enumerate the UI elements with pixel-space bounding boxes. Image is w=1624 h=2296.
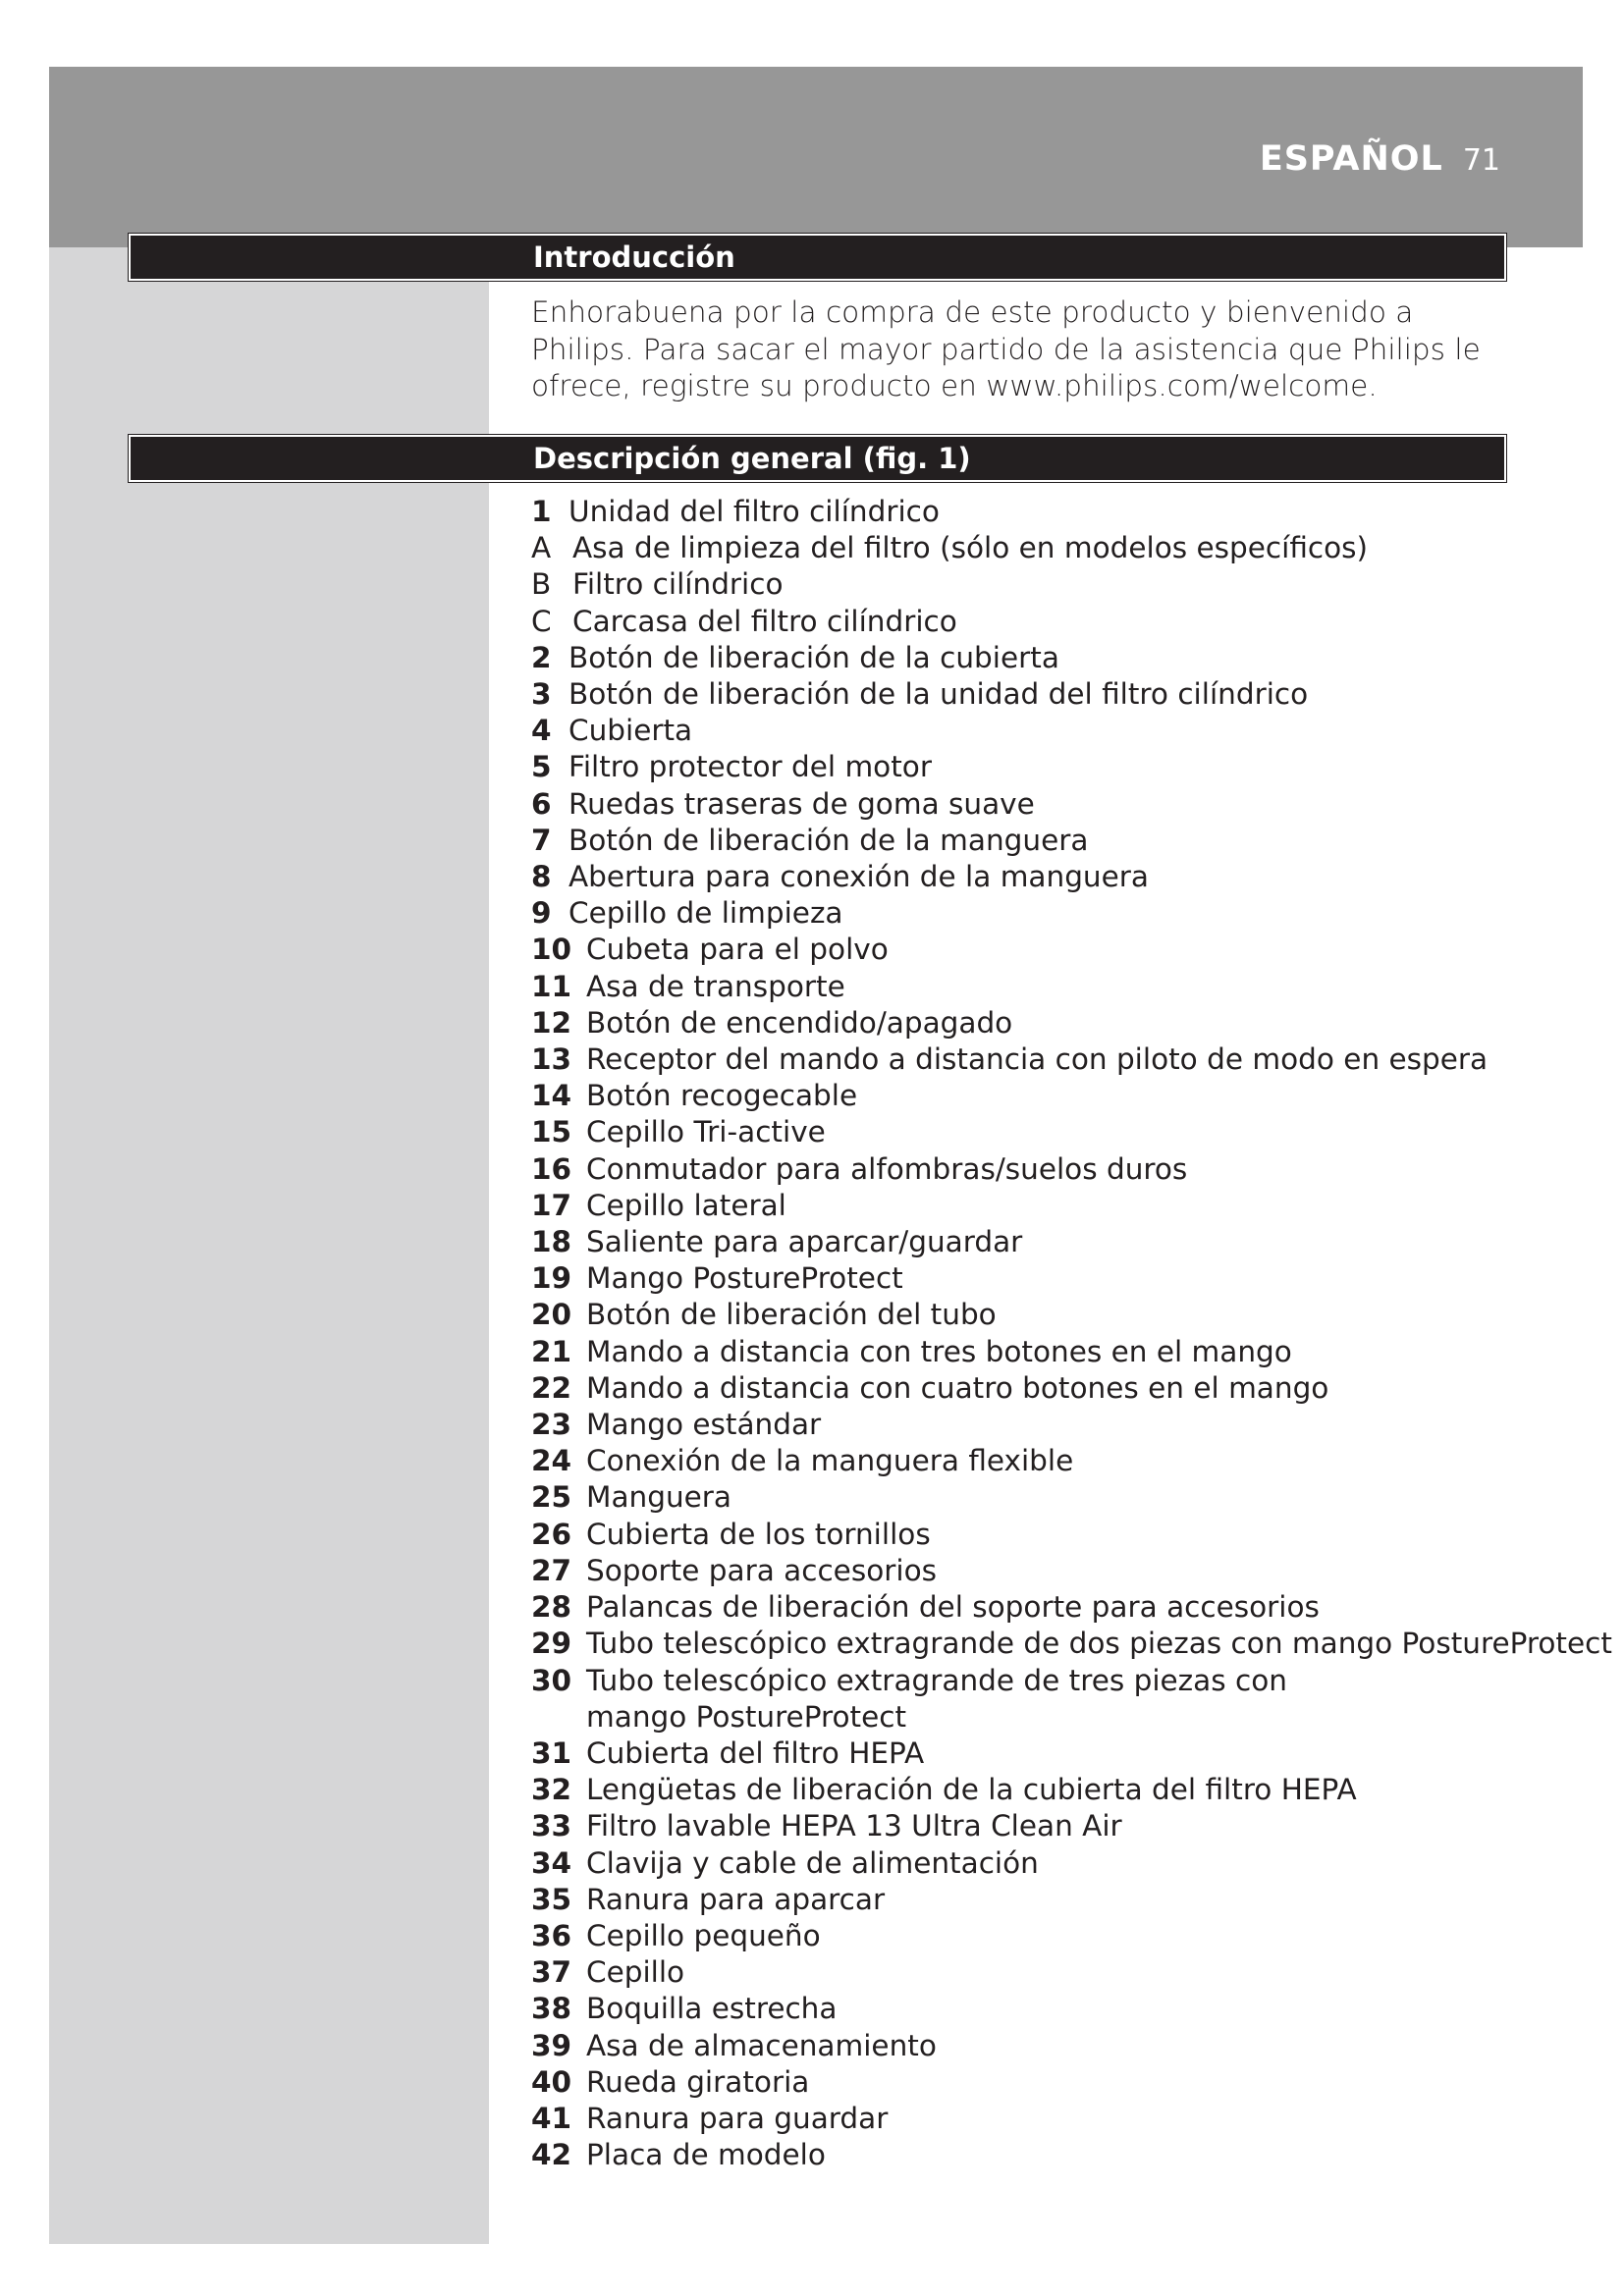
item-label: Cubierta de los tornillos — [586, 1517, 931, 1551]
item-label: Unidad del filtro cilíndrico — [568, 495, 940, 528]
item-number: 41 — [531, 2101, 572, 2135]
list-item — [531, 713, 1543, 749]
list-item — [531, 1260, 1543, 1297]
list-item — [531, 823, 1543, 859]
list-item — [531, 676, 1543, 713]
item-label: Soporte para accesorios — [586, 1553, 937, 1587]
language-title: ESPAÑOL — [1259, 139, 1443, 179]
parts-list — [531, 494, 1612, 2173]
item-label: Manguera — [586, 1480, 732, 1515]
list-item — [531, 1407, 1543, 1443]
list-item — [531, 1735, 1543, 1772]
item-number: 28 — [531, 1590, 572, 1625]
item-label: Botón de liberación de la cubierta — [568, 640, 1059, 674]
list-item — [531, 1078, 1543, 1114]
list-item — [531, 1041, 1543, 1078]
item-label: Receptor del mando a distancia con piloto de modo en espera — [586, 1042, 1489, 1077]
list-item — [531, 2137, 1543, 2173]
section-heading-text: Introducción — [533, 240, 735, 274]
list-item — [531, 1882, 1543, 1918]
item-number: 34 — [531, 1845, 572, 1880]
item-number: 18 — [531, 1225, 572, 1259]
page-number: 71 — [1462, 143, 1500, 178]
item-label: Saliente para aparcar/guardar — [586, 1225, 1023, 1259]
list-item — [531, 895, 1543, 932]
list-item — [531, 786, 1543, 823]
item-label: Botón de liberación del tubo — [586, 1298, 997, 1332]
item-label: Cubierta del filtro HEPA — [586, 1735, 925, 1770]
item-label: Botón recogecable — [586, 1079, 858, 1113]
list-item — [531, 2064, 1543, 2101]
list-item — [531, 749, 1543, 785]
item-label: Carcasa del filtro cilíndrico — [572, 604, 957, 638]
side-margin-band — [49, 247, 489, 2244]
item-number: 2 — [531, 640, 552, 674]
item-label: Filtro protector del motor — [568, 750, 932, 784]
item-label: Cepillo lateral — [586, 1188, 786, 1222]
item-label: Asa de limpieza del filtro (sólo en modelos específicos) — [572, 531, 1369, 565]
item-number: A — [531, 531, 552, 565]
item-number: 36 — [531, 1918, 572, 1952]
item-number: 1 — [531, 495, 552, 528]
item-label: Asa de transporte — [586, 969, 845, 1003]
item-number: 7 — [531, 823, 552, 857]
item-number: 10 — [531, 933, 572, 967]
item-label: Cubierta — [568, 714, 693, 748]
list-item — [531, 530, 1543, 566]
item-label: Mando a distancia con cuatro botones en el mango — [586, 1370, 1329, 1405]
list-item — [531, 494, 1543, 530]
item-label: Tubo telescópico extragrande de dos piezas con mango PostureProtect — [586, 1627, 1612, 1661]
list-item — [531, 1553, 1543, 1589]
item-number: 6 — [531, 786, 552, 821]
item-number: 39 — [531, 2028, 572, 2062]
item-label: Palancas de liberación del soporte para accesorios — [586, 1590, 1320, 1625]
page-header — [1260, 139, 1500, 188]
item-label: Tubo telescópico extragrande de tres piezas con mango PostureProtect — [586, 1663, 1287, 1734]
item-label: Ruedas traseras de goma suave — [568, 786, 1035, 821]
item-number: 5 — [531, 750, 552, 784]
item-label: Botón de encendido/apagado — [586, 1005, 1013, 1040]
list-item — [531, 566, 1543, 603]
item-number: 14 — [531, 1079, 572, 1113]
item-number: 27 — [531, 1553, 572, 1587]
item-number: 23 — [531, 1408, 572, 1442]
item-number: 9 — [531, 896, 552, 931]
item-label: Conmutador para alfombras/suelos duros — [586, 1151, 1188, 1186]
item-number: 33 — [531, 1809, 572, 1843]
list-item — [531, 1845, 1543, 1882]
item-label: Abertura para conexión de la manguera — [568, 860, 1149, 894]
list-item — [531, 1297, 1543, 1333]
item-number: 17 — [531, 1188, 572, 1222]
item-number: 26 — [531, 1517, 572, 1551]
item-label: Ranura para guardar — [586, 2101, 889, 2135]
item-number: B — [531, 567, 552, 602]
item-number: 42 — [531, 2138, 572, 2172]
item-label: Cepillo pequeño — [586, 1918, 821, 1952]
item-label: Lengüetas de liberación de la cubierta del filtro HEPA — [586, 1773, 1357, 1807]
section-heading-overview — [129, 435, 1506, 482]
item-number: 38 — [531, 1992, 572, 2026]
item-number: 16 — [531, 1151, 572, 1186]
item-label: Conexión de la manguera flexible — [586, 1444, 1074, 1478]
item-number: 19 — [531, 1261, 572, 1296]
item-label: Ranura para aparcar — [586, 1882, 886, 1916]
item-number: 29 — [531, 1627, 572, 1661]
list-item — [531, 1114, 1543, 1150]
item-number: C — [531, 604, 552, 638]
item-label: Cepillo Tri-active — [586, 1115, 826, 1149]
list-item — [531, 969, 1543, 1005]
item-number: 25 — [531, 1480, 572, 1515]
item-number: 24 — [531, 1444, 572, 1478]
list-item — [531, 1772, 1543, 1808]
item-label: Cepillo de limpieza — [568, 896, 843, 931]
item-number: 13 — [531, 1042, 572, 1077]
list-item — [531, 1151, 1543, 1188]
item-label: Cubeta para el polvo — [586, 933, 889, 967]
list-item — [531, 1808, 1543, 1844]
item-number: 35 — [531, 1882, 572, 1916]
item-number: 15 — [531, 1115, 572, 1149]
section-heading-introduction — [129, 234, 1506, 281]
list-item — [531, 1626, 1612, 1662]
list-item — [531, 1991, 1543, 2027]
item-label: Filtro cilíndrico — [572, 567, 784, 602]
item-number: 30 — [531, 1663, 572, 1697]
list-item — [531, 1224, 1543, 1260]
list-item — [531, 1954, 1543, 1991]
list-item — [531, 1918, 1543, 1954]
intro-paragraph: Enhorabuena por la compra de este producto y bienvenido a Philips. Para sacar el mayor partido de la asistencia que Philips le ofrece, registre su producto en www.philips.com/welcome. — [531, 295, 1481, 402]
item-number: 11 — [531, 969, 572, 1003]
item-number: 31 — [531, 1735, 572, 1770]
list-item — [531, 1005, 1543, 1041]
list-item — [531, 1188, 1543, 1224]
item-number: 20 — [531, 1298, 572, 1332]
item-label: Mango PostureProtect — [586, 1261, 903, 1296]
list-item — [531, 1479, 1543, 1516]
item-label: Boquilla estrecha — [586, 1992, 838, 2026]
list-item — [531, 1663, 1543, 1735]
list-item — [531, 1589, 1543, 1626]
item-number: 3 — [531, 677, 552, 712]
item-label: Placa de modelo — [586, 2138, 826, 2172]
item-label: Filtro lavable HEPA 13 Ultra Clean Air — [586, 1809, 1122, 1843]
item-number: 37 — [531, 1955, 572, 1990]
list-item — [531, 932, 1543, 968]
section-heading-text: Descripción general (fig. 1) — [533, 442, 971, 475]
item-number: 22 — [531, 1370, 572, 1405]
list-item — [531, 859, 1543, 895]
list-item — [531, 2101, 1543, 2137]
item-label: Mando a distancia con tres botones en el mango — [586, 1334, 1292, 1368]
item-label: Mango estándar — [586, 1408, 822, 1442]
item-number: 40 — [531, 2064, 572, 2099]
list-item — [531, 604, 1543, 640]
item-number: 32 — [531, 1773, 572, 1807]
item-label: Botón de liberación de la manguera — [568, 823, 1089, 857]
item-label: Clavija y cable de alimentación — [586, 1845, 1039, 1880]
list-item — [531, 640, 1543, 676]
item-number: 8 — [531, 860, 552, 894]
item-number: 4 — [531, 714, 552, 748]
item-number: 21 — [531, 1334, 572, 1368]
list-item — [531, 1443, 1543, 1479]
item-label: Botón de liberación de la unidad del filtro cilíndrico — [568, 677, 1309, 712]
list-item — [531, 1334, 1543, 1370]
item-label: Cepillo — [586, 1955, 685, 1990]
item-number: 12 — [531, 1005, 572, 1040]
list-item — [531, 2028, 1543, 2064]
list-item — [531, 1517, 1543, 1553]
item-label: Rueda giratoria — [586, 2064, 810, 2099]
list-item — [531, 1370, 1543, 1407]
item-label: Asa de almacenamiento — [586, 2028, 937, 2062]
